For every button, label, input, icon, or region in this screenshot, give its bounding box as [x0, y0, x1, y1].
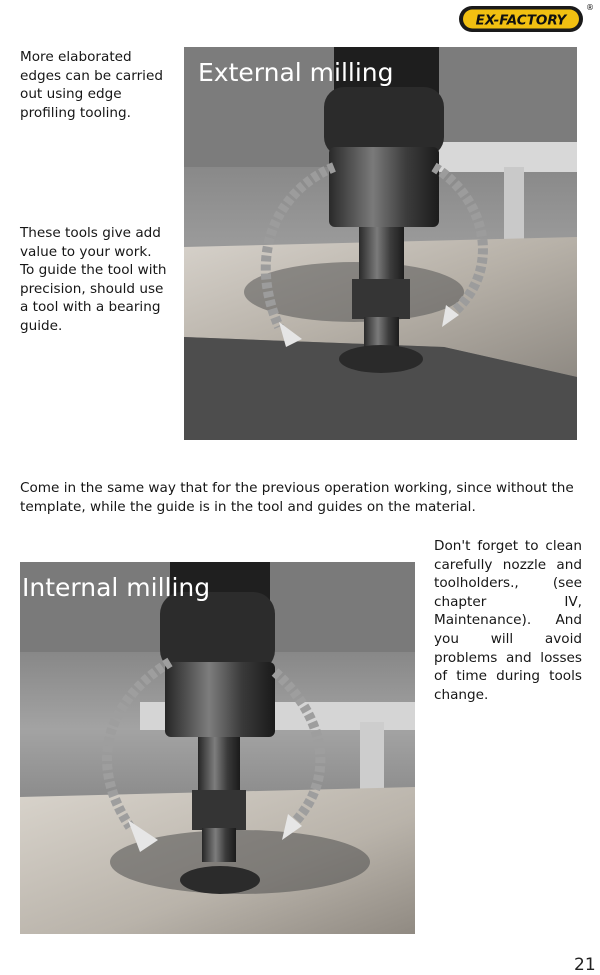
internal-milling-photo [20, 562, 415, 934]
ex-factory-logo [454, 0, 594, 38]
maintenance-paragraph [434, 537, 582, 704]
external-milling-photo [184, 47, 577, 440]
tools-paragraph [20, 224, 180, 336]
operation-text: Come in the same way that for the previous operation working, since without the template, while the guide is in the tool and guides on the material. [20, 480, 574, 515]
tools-text: These tools give add value to your work. To guide the tool with precision, should use a tool with a bearing guide. [20, 225, 167, 334]
internal-milling-title: Internal milling [22, 573, 211, 602]
intro-text: More elaborated edges can be carried out using edge profiling tooling. [20, 49, 163, 121]
intro-paragraph [20, 48, 180, 122]
external-milling-title: External milling [198, 58, 394, 87]
operation-paragraph [20, 479, 580, 517]
logo-text: EX-FACTORY [475, 12, 567, 29]
registered-mark: ® [586, 3, 594, 12]
page-number: 21 [574, 955, 596, 975]
maintenance-text: Don't forget to clean carefully nozzle and toolholders., (see chapter IV, Maintenance). And you will avoid problems and losses of time during tools change. [434, 538, 582, 703]
